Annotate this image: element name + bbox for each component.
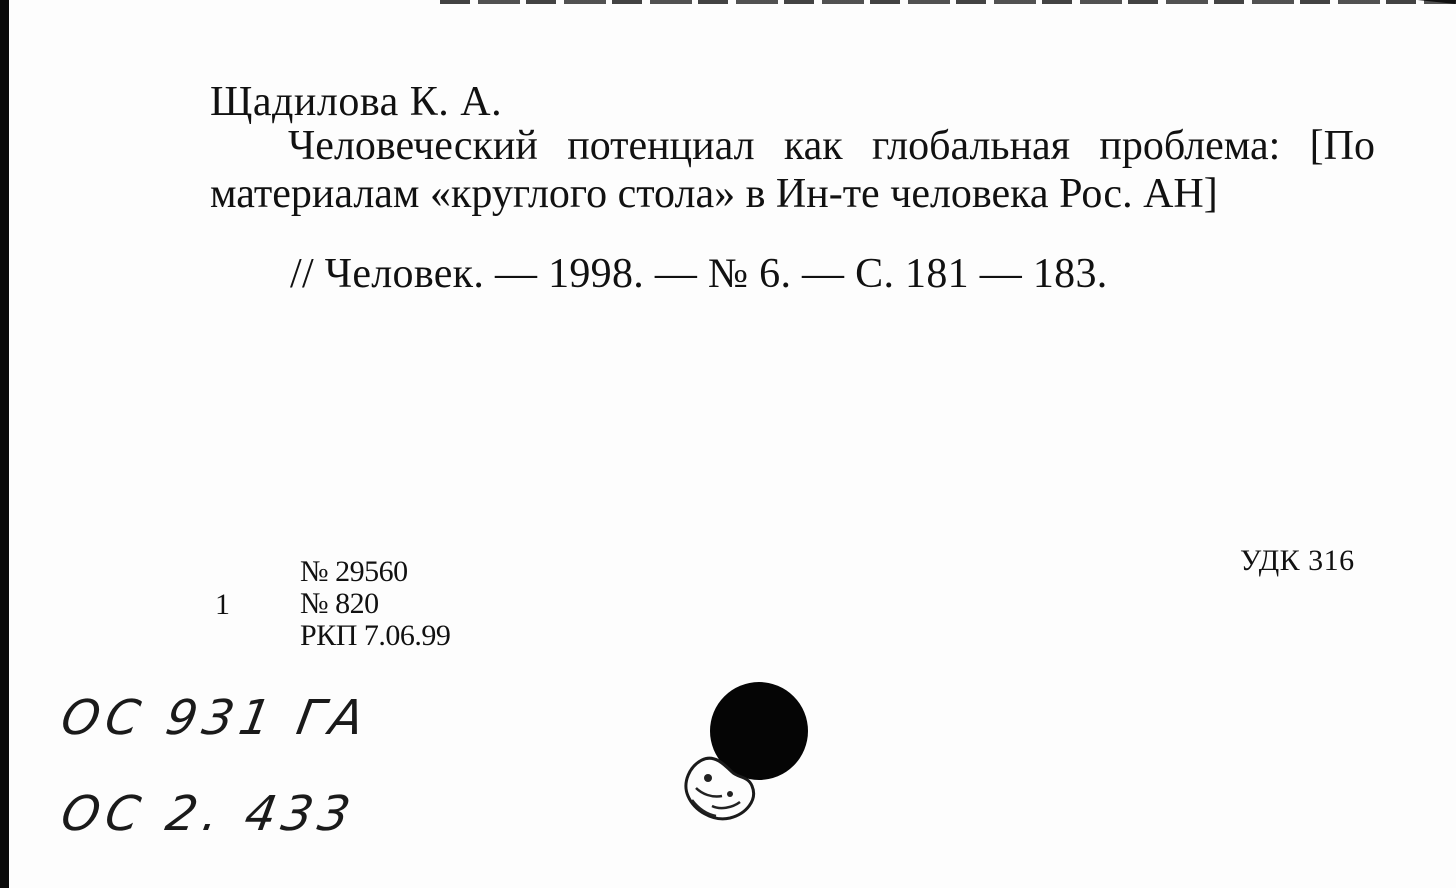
accession-number-1: № 29560 [300,555,408,588]
accession-block [300,556,450,652]
handwritten-shelf-code-1: ОС 931 ГА [57,690,374,746]
scan-corner-mark [1394,0,1456,18]
scan-left-edge [0,0,9,888]
author-heading: Щадилова К. А. [210,79,503,125]
scan-top-edge [440,0,1456,4]
udk-code: УДК 316 [1240,544,1355,577]
copy-count: 1 [215,588,230,621]
ink-smudge-icon [672,738,768,830]
record-date: РКП 7.06.99 [300,619,451,652]
handwritten-shelf-code-2: ОС 2. 433 [57,786,361,842]
source-citation: // Человек. — 1998. — № 6. — С. 181 — 183. [290,251,1108,297]
accession-number-2: № 820 [300,587,379,620]
article-title: Человеческий потенциал как глобальная проблема: [По материалам «круглого стола» в Ин-те человека Рос. АН] [210,123,1375,217]
